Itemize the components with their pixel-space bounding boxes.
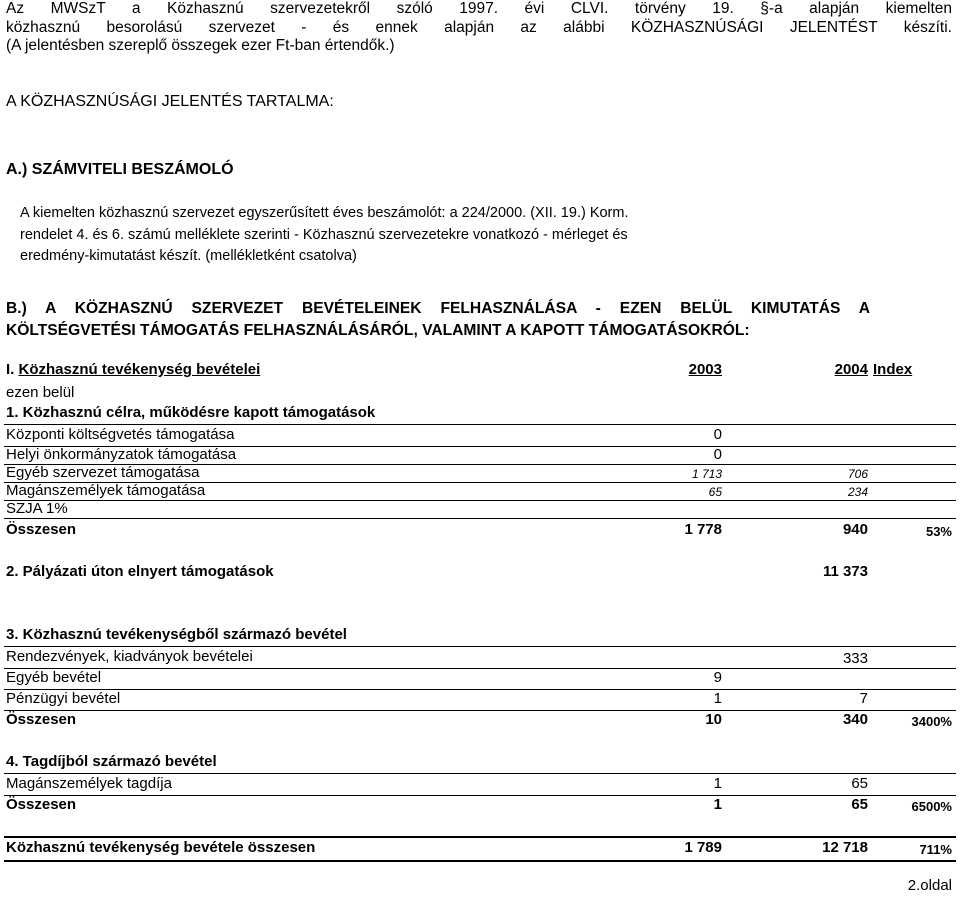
section-a-title: A.) SZÁMVITELI BESZÁMOLÓ xyxy=(6,161,234,178)
total-label: Összesen xyxy=(6,796,77,813)
year-2003-header: 2003 xyxy=(688,361,722,378)
total-2004: 940 xyxy=(842,521,868,538)
row-divider xyxy=(4,518,956,519)
row-value-2003: 1 713 xyxy=(691,467,722,481)
table-header-label: I. Közhasznú tevékenység bevételei xyxy=(6,361,261,378)
row-value-2003: 1 xyxy=(713,690,722,707)
section-a-text xyxy=(20,203,629,268)
section-4-total-row xyxy=(6,796,954,816)
section-2-value-2004: 11 373 xyxy=(822,563,868,580)
row-label: Magánszemélyek tagdíja xyxy=(6,775,172,792)
grand-total-index: 711% xyxy=(919,842,952,857)
intro-paragraph xyxy=(6,0,952,56)
table-row xyxy=(6,669,954,689)
section-3-title: 3. Közhasznú tevékenységből származó bevétel xyxy=(6,626,347,643)
grand-total-divider xyxy=(4,860,956,862)
row-divider xyxy=(4,646,956,647)
table-row xyxy=(6,482,954,502)
total-2003: 1 778 xyxy=(684,521,722,538)
section-a-line: eredmény-kimutatást készít. (mellékletként csatolva) xyxy=(20,248,357,264)
section-2-row xyxy=(6,563,954,583)
row-value-2004: 333 xyxy=(842,650,868,667)
year-2004-header: 2004 xyxy=(834,361,868,378)
row-label: SZJA 1% xyxy=(6,500,68,517)
row-label: Egyéb szervezet támogatása xyxy=(6,464,200,481)
row-label: Rendezvények, kiadványok bevételei xyxy=(6,648,253,665)
row-divider xyxy=(4,424,956,425)
total-2003: 10 xyxy=(705,711,722,728)
page-number: 2.oldal xyxy=(907,877,952,894)
grand-total-label: Közhasznú tevékenység bevétele összesen xyxy=(6,839,316,856)
table-row xyxy=(6,775,954,795)
table-row xyxy=(6,464,954,484)
total-2003: 1 xyxy=(713,796,722,813)
section-3-total-row xyxy=(6,711,954,731)
intro-line: közhasznú besorolású szervezet - és ennek alapján az alábbi KÖZHASZNÚSÁGI JELENTÉST készíti. xyxy=(6,18,952,36)
row-value-2003: 9 xyxy=(713,669,722,686)
table-row xyxy=(6,500,954,520)
row-value-2003: 0 xyxy=(713,446,722,463)
table-row xyxy=(6,690,954,710)
grand-total-divider xyxy=(4,836,956,838)
section-1-total-row xyxy=(6,521,954,541)
row-label: Magánszemélyek támogatása xyxy=(6,482,206,499)
table-row xyxy=(6,446,954,466)
content-heading: A KÖZHASZNÚSÁGI JELENTÉS TARTALMA: xyxy=(6,93,334,110)
section-3-title-row xyxy=(6,626,954,646)
total-index: 53% xyxy=(925,524,952,539)
row-value-2003: 1 xyxy=(713,775,722,792)
row-value-2004: 65 xyxy=(851,775,868,792)
sub-label: ezen belül xyxy=(6,384,75,401)
total-index: 6500% xyxy=(911,799,952,814)
table-row xyxy=(6,426,954,446)
sub-label-row xyxy=(6,384,954,404)
row-divider xyxy=(4,773,956,774)
index-header: Index xyxy=(873,361,913,378)
section-1-title-row xyxy=(6,404,954,424)
intro-line: (A jelentésben szereplő összegek ezer Ft-ban értendők.) xyxy=(6,37,395,54)
section-a-line: rendelet 4. és 6. számú melléklete szerinti - Közhasznú szervezetekre vonatkozó - mérleget és xyxy=(20,226,628,243)
table-header xyxy=(6,361,954,381)
row-label: Pénzügyi bevétel xyxy=(6,690,121,707)
row-value-2004: 234 xyxy=(847,485,868,499)
section-a-line: A kiemelten közhasznú szervezet egyszerűsített éves beszámolót: a 224/2000. (XII. 19.) Korm. xyxy=(20,205,629,221)
section-2-title: 2. Pályázati úton elnyert támogatások xyxy=(6,563,274,580)
total-label: Összesen xyxy=(6,711,77,728)
section-4-title: 4. Tagdíjból származó bevétel xyxy=(6,753,217,770)
table-row xyxy=(6,648,954,668)
row-value-2004: 7 xyxy=(859,690,868,707)
total-index: 3400% xyxy=(911,714,952,729)
row-label: Központi költségvetés támogatása xyxy=(6,426,235,443)
intro-line: Az MWSzT a Közhasznú szervezetekről szóló 1997. évi CLVI. törvény 19. §-a alapján kiemelten xyxy=(6,0,952,17)
row-value-2004: 706 xyxy=(847,467,868,481)
grand-total-2003: 1 789 xyxy=(684,839,722,856)
total-label: Összesen xyxy=(6,521,77,538)
grand-total-2004: 12 718 xyxy=(822,839,868,856)
section-b-line: B.) A KÖZHASZNÚ SZERVEZET BEVÉTELEINEK FELHASZNÁLÁSA - EZEN BELÜL KIMUTATÁS A xyxy=(6,300,870,317)
section-b-line: KÖLTSÉGVETÉSI TÁMOGATÁS FELHASZNÁLÁSÁRÓL, VALAMINT A KAPOTT TÁMOGATÁSOKRÓL: xyxy=(6,321,750,339)
total-2004: 65 xyxy=(851,796,868,813)
row-value-2003: 65 xyxy=(708,485,722,499)
row-label: Helyi önkormányzatok támogatása xyxy=(6,446,237,463)
grand-total-row xyxy=(6,839,954,859)
section-b-title xyxy=(6,298,870,341)
section-4-title-row xyxy=(6,753,954,773)
section-1-title: 1. Közhasznú célra, működésre kapott támogatások xyxy=(6,404,376,421)
row-label: Egyéb bevétel xyxy=(6,669,102,686)
total-2004: 340 xyxy=(842,711,868,728)
row-value-2003: 0 xyxy=(713,426,722,443)
